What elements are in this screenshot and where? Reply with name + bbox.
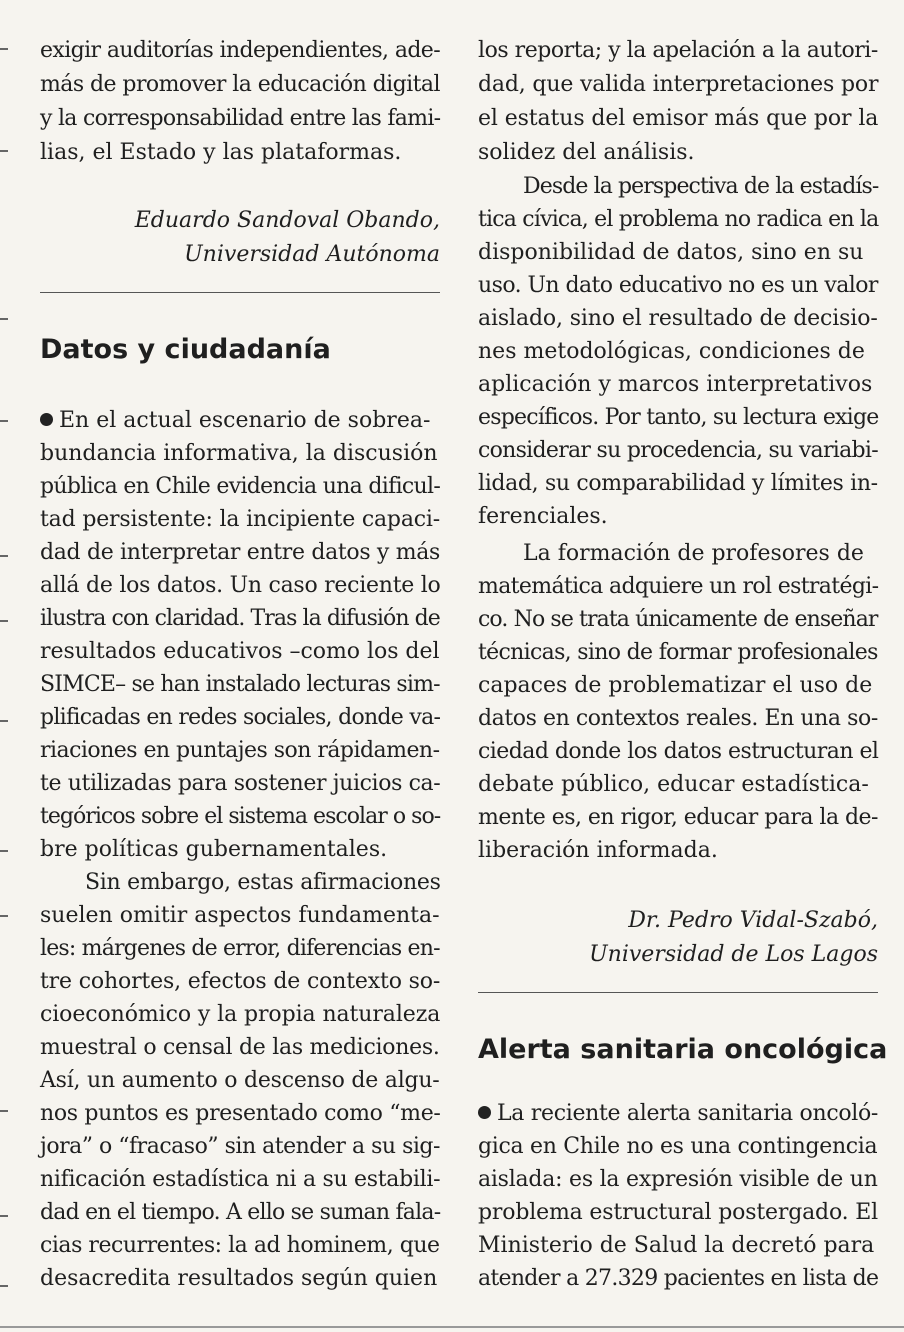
text-line: disponibilidad de datos, sino en su [478,240,864,265]
text-line: suelen omitir aspectos fundamenta- [40,903,440,928]
author-name: Dr. Pedro Vidal-Szabó, [628,908,878,933]
text-line: riaciones en puntajes son rápidamen- [40,738,440,763]
bullet-icon [478,1106,491,1119]
text-line: cioeconómico y la propia naturaleza [40,1002,441,1027]
margin-tick [0,555,8,557]
text-line: En el actual escenario de sobrea- [40,404,440,437]
text-line: cias recurrentes: la ad hominem, que [40,1233,440,1258]
text-line: liberación informada. [478,838,718,863]
text-line: tegóricos sobre el sistema escolar o so- [40,804,441,829]
text-line: les: márgenes de error, diferencias en- [40,936,440,961]
text-line: La reciente alerta sanitaria oncoló- [478,1097,878,1130]
author-affiliation: Universidad Autónoma [184,242,440,267]
margin-tick [0,420,8,422]
text-line: bundancia informativa, la discusión [40,441,438,466]
text-line: ciedad donde los datos estructuran el [478,739,879,764]
section-divider [478,992,878,993]
text-line: jora” o “fracaso” sin atender a su sig- [40,1134,440,1159]
text-line: nes metodológicas, condiciones de [478,339,865,364]
text-line: aplicación y marcos interpretativos [478,372,873,397]
text-line: técnicas, sino de formar profesionales [478,640,878,665]
margin-tick [0,620,8,622]
margin-tick [0,318,8,320]
text-line: ilustra con claridad. Tras la difusión de [40,606,440,631]
text-line: uso. Un dato educativo no es un valor [478,273,878,298]
text-line: muestral o censal de las mediciones. [40,1035,440,1060]
text-line: más de promover la educación digital [40,72,440,97]
text-line: Así, un aumento o descenso de algu- [40,1068,440,1093]
text-line: tad persistente: la incipiente capaci- [40,507,441,532]
text-line: aislado, sino el resultado de decisio- [478,306,878,331]
text-line: solidez del análisis. [478,140,695,165]
text-line: bre políticas gubernamentales. [40,837,388,862]
text-line: debate público, educar estadística- [478,772,869,797]
text-line: matemática adquiere un rol estratégi- [478,574,879,599]
text-line: te utilizadas para sostener juicios ca- [40,771,441,796]
text-line: dad de interpretar entre datos y más [40,540,440,565]
text-line: específicos. Por tanto, su lectura exige [478,405,879,430]
text-line: aislada: es la expresión visible de un [478,1167,878,1192]
article-title: Alerta sanitaria oncológica [478,1034,888,1065]
margin-tick [0,1110,8,1112]
text-line: Ministerio de Salud la decretó para [478,1233,875,1258]
text-line: resultados educativos –como los del [40,639,440,664]
text-line: dad, que valida interpretaciones por [478,72,879,97]
section-divider [40,292,440,293]
text-line: el estatus del emisor más que por la [478,106,879,131]
text-line: nificación estadística ni a su estabili- [40,1167,441,1192]
author-name: Eduardo Sandoval Obando, [134,208,440,233]
text-line: lias, el Estado y las plataformas. [40,140,402,165]
text-line: considerar su procedencia, su variabi- [478,438,878,463]
margin-tick [0,915,8,917]
margin-tick [0,720,8,722]
margin-tick [0,48,8,50]
text-line: dad en el tiempo. A ello se suman fala- [40,1200,441,1225]
margin-tick [0,850,8,852]
text-line: Desde la perspectiva de la estadís- [523,174,879,199]
text-line: La formación de profesores de [523,541,864,566]
text-line: nos puntos es presentado como “me- [40,1101,441,1126]
page-bottom-border [0,1326,904,1328]
text-line: gica en Chile no es una contingencia [478,1134,878,1159]
text-line: exigir auditorías independientes, ade- [40,38,441,63]
text-line: Sin embargo, estas afirmaciones [85,870,441,895]
margin-tick [0,1285,8,1287]
text-line: atender a 27.329 pacientes en lista de [478,1266,879,1291]
text-line: tre cohortes, efectos de contexto so- [40,969,441,994]
text-line: mente es, en rigor, educar para la de- [478,805,878,830]
text-line: capaces de problematizar el uso de [478,673,873,698]
margin-tick [0,1215,8,1217]
bullet-icon [40,413,53,426]
margin-tick [0,150,8,152]
text-line: y la corresponsabilidad entre las fami- [40,106,441,131]
text-line: ferenciales. [478,504,608,529]
text-line: SIMCE– se han instalado lecturas sim- [40,672,440,697]
author-affiliation: Universidad de Los Lagos [589,942,878,967]
text-line: co. No se trata únicamente de enseñar [478,607,878,632]
text-line: desacredita resultados según quien [40,1266,438,1291]
text-line: plificadas en redes sociales, donde va- [40,705,441,730]
text-line: pública en Chile evidencia una dificul- [40,474,441,499]
text-line: problema estructural postergado. El [478,1200,879,1225]
text-line: lidad, su comparabilidad y límites in- [478,471,878,496]
article-title: Datos y ciudadanía [40,334,331,365]
text-line: allá de los datos. Un caso reciente lo [40,573,441,598]
text-line: tica cívica, el problema no radica en la [478,207,879,232]
text-line: datos en contextos reales. En una so- [478,706,878,731]
text-line: los reporta; y la apelación a la autori- [478,38,878,63]
